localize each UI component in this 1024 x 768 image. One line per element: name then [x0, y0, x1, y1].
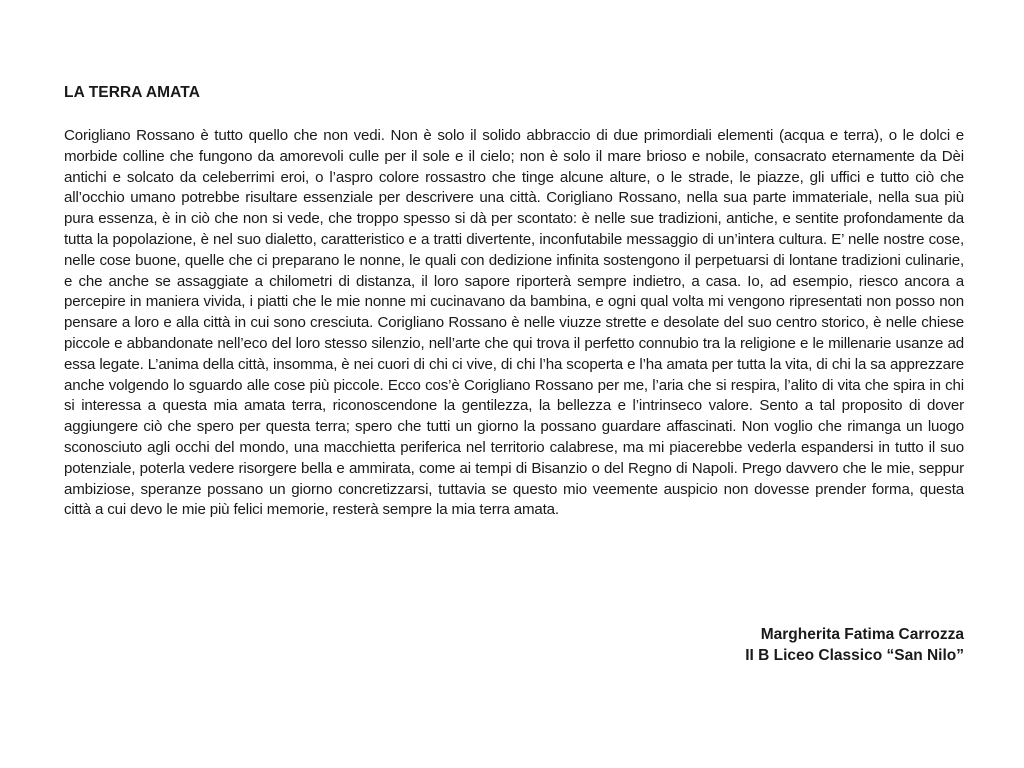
document-body: Corigliano Rossano è tutto quello che non vedi. Non è solo il solido abbraccio di due primordiali elementi (acqua e terra), o le dolci e morbide colline che fungono da amorevoli culle per il sole e il cielo; non è solo il mare brioso e nobile, consacrato eternamente da Dèi antichi e solcato da celeberrimi eroi, o l’aspro colore rossastro che tinge alcune alture, o le strade, le piazze, gli uffici e tutto ciò che all’occhio umano potrebbe risultare essenziale per descrivere una città. Corigliano Rossano, nella sua parte immateriale, nella sua più pura essenza, è in ciò che non si vede, che troppo spesso si dà per scontato: è nelle sue tradizioni, antiche, e sentite profondamente da tutta la popolazione, è nel suo dialetto, caratteristico e a tratti divertente, inconfutabile messaggio di un’intera cultura. E’ nelle nostre cose, nelle cose buone, quelle che ci preparano le nonne, le quali con dedizione infinita sostengono il perpetuarsi di lontane tradizioni culinarie, e che anche se assaggiate a chilometri di distanza, il loro sapore riporterà sempre indietro, a casa. Io, ad esempio, riesco ancora a percepire in maniera vivida, i piatti che le mie nonne mi cucinavano da bambina, e ogni qual volta mi vengono ripresentati non posso non pensare a loro e alla città in cui sono cresciuta. Corigliano Rossano è nelle viuzze strette e desolate del suo centro storico, è nelle chiese piccole e abbandonate nell’eco del loro stesso silenzio, nell’arte che qui trova il perfetto connubio tra la religione e le millenarie usanze ad essa legate. L’anima della città, insomma, è nei cuori di chi ci vive, di chi l’ha scoperta e l’ha amata per tutta la vita, di chi la sa apprezzare anche volgendo lo sguardo alle cose più piccole. Ecco cos’è Corigliano Rossano per me, l’aria che si respira, l’alito di vita che spira in chi si interessa a questa mia amata terra, riconoscendone la gentilezza, la bellezza e l’intrinseco valore. Sento a tal proposito di dover aggiungere ciò che spero per questa terra; spero che tutti un giorno la possano guardare affascinati. Non voglio che rimanga un luogo sconosciuto agli occhi del mondo, una macchietta periferica nel territorio calabrese, ma mi piacerebbe vederla espandersi in tutto il suo potenziale, poterla vedere risorgere bella e ammirata, come ai tempi di Bisanzio o del Regno di Napoli. Prego davvero che le mie, seppur ambiziose, speranze possano un giorno concretizzarsi, tuttavia se questo mio veemente auspicio non dovesse prender forma, questa città a cui devo le mie più felici memorie, resterà sempre la mia terra amata. — [64, 127, 964, 519]
document-title: LA TERRA AMATA — [64, 84, 200, 101]
author-name: Margherita Fatima Carrozza — [760, 626, 964, 643]
signature-block — [745, 624, 964, 666]
author-class-school: II B Liceo Classico “San Nilo” — [745, 647, 964, 664]
document-page — [64, 84, 964, 521]
